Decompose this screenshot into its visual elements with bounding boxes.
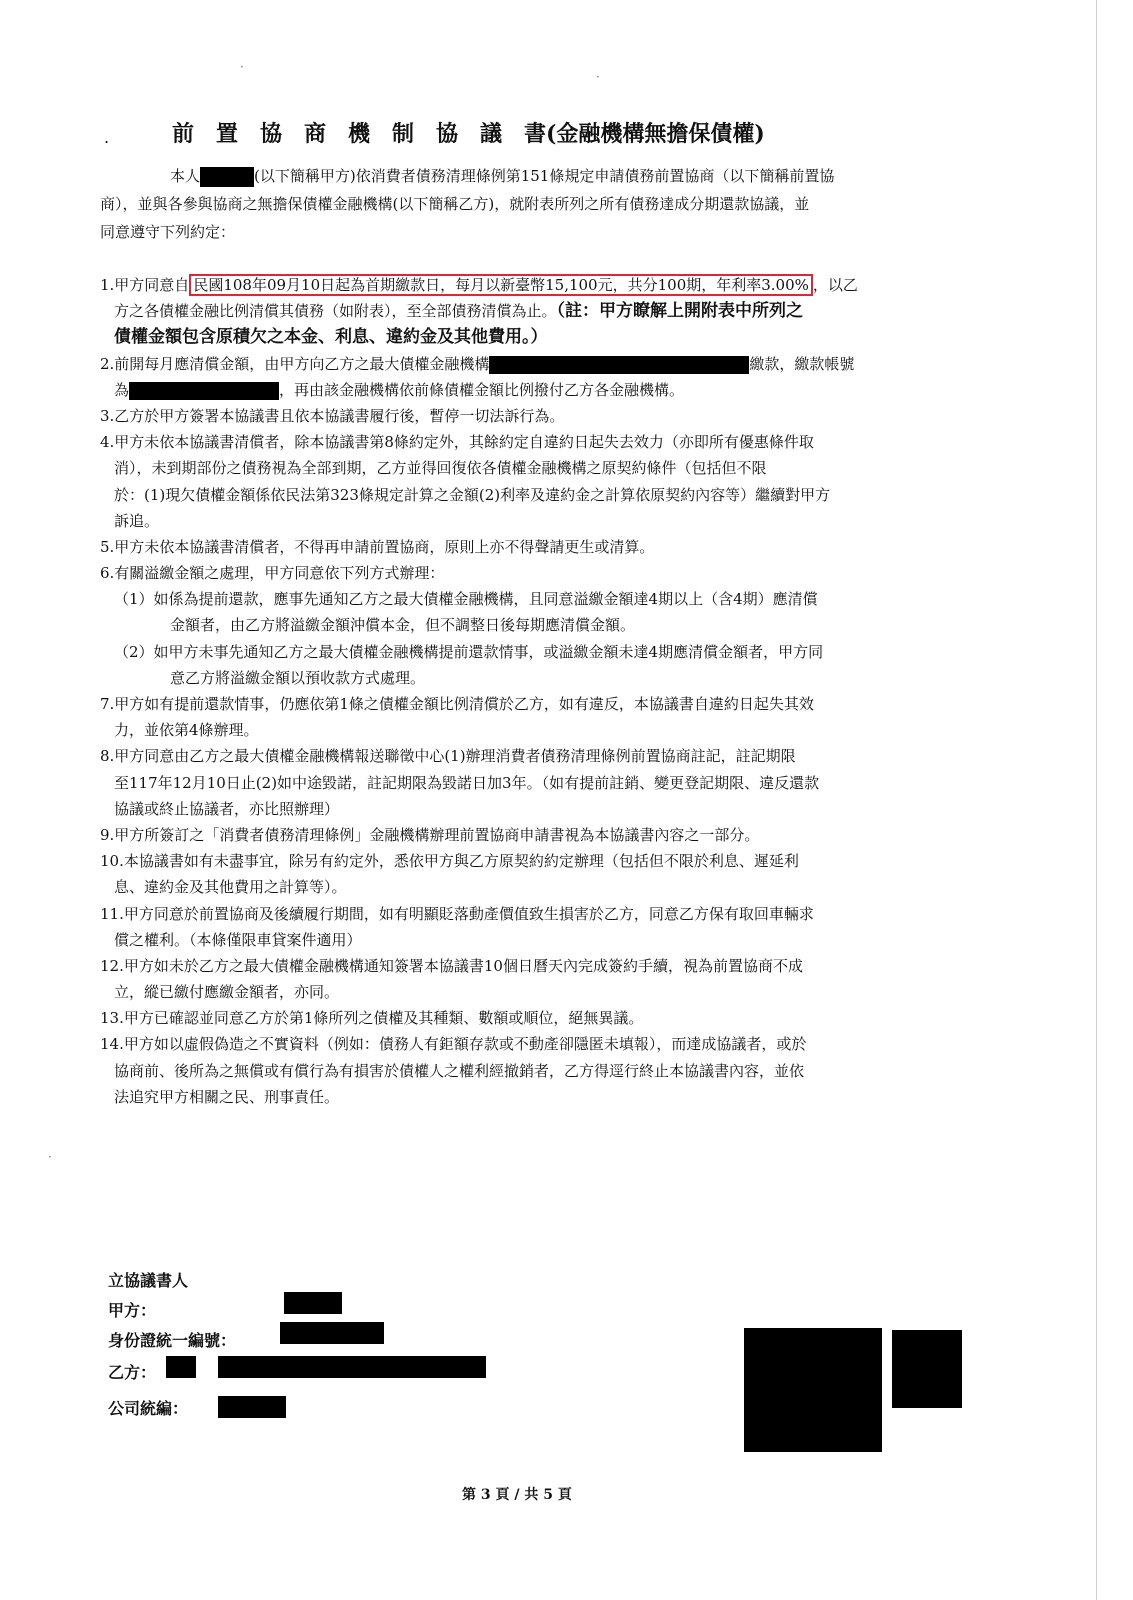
clause-text: 為 bbox=[114, 380, 130, 399]
highlighted-terms: 民國108年09月10日起為首期繳款日，每月以新臺幣15,100元，共分100期，年利率3.00% bbox=[189, 274, 813, 296]
intro-line bbox=[100, 162, 1020, 190]
clause-4: 4.甲方未依本協議書清償者，除本協議書第8條約定外，其餘約定自違約日起失去效力（亦即所有優惠條件取 bbox=[100, 433, 814, 452]
clause-6-2: （2）如甲方未事先通知乙方之最大債權金融機構提前還款情事，或溢繳金額未達4期應清償金額者，甲方同 bbox=[114, 642, 824, 661]
signatory-heading: 立協議書人 bbox=[108, 1271, 189, 1290]
clause-text: ，以乙 bbox=[812, 276, 858, 294]
document-title bbox=[172, 117, 952, 148]
clause-14-cont: 法追究甲方相關之民、刑事責任。 bbox=[114, 1087, 340, 1106]
redacted-party-b-short bbox=[166, 1356, 196, 1378]
clause-text: ，再由該金融機構依前條債權金額比例撥付乙方各金融機構。 bbox=[279, 380, 685, 399]
redacted-party-b bbox=[218, 1356, 486, 1378]
clause-8: 8.甲方同意由乙方之最大債權金融機構報送聯徵中心(1)辦理消費者債務清理條例前置協商註記，註記期限 bbox=[100, 747, 796, 766]
clause-5: 5.甲方未依本協議書清償者，不得再申請前置協商，原則上亦不得聲請更生或清算。 bbox=[100, 537, 655, 556]
clause-6-2-cont: 意乙方將溢繳金額以預收款方式處理。 bbox=[170, 668, 426, 687]
clause-3: 3.乙方於甲方簽署本協議書且依本協議書履行後，暫停一切法訴行為。 bbox=[100, 406, 565, 425]
clause-7-cont: 力，並依第4條辦理。 bbox=[114, 721, 259, 740]
party-b-label: 乙方： bbox=[108, 1363, 157, 1382]
clause-10-cont: 息、違約金及其他費用之計算等）。 bbox=[114, 878, 347, 897]
clause-4-cont: 於：(1)現欠債權金額係依民法第323條規定計算之金額(2)利率及違約金之計算依原契約內容等）繼續對甲方 bbox=[114, 485, 831, 504]
clause-11: 11.甲方同意於前置協商及後續履行期間，如有明顯貶落動產價值致生損害於乙方，同意乙方保有取回車輛求 bbox=[100, 904, 814, 923]
id-number-label: 身份證統一編號： bbox=[108, 1331, 237, 1350]
title-main: 前 置 協 商 機 制 協 議 書 bbox=[172, 121, 547, 147]
clause-text: 1.甲方同意自 bbox=[100, 276, 190, 294]
redacted-seal-small bbox=[892, 1330, 962, 1408]
redacted-name bbox=[200, 167, 254, 187]
clause-10: 10.本協議書如有未盡事宜，除另有約定外，悉依甲方與乙方原契約約定辦理（包括但不限於利息、遲延利 bbox=[100, 852, 799, 871]
clause-4-cont: 訴追。 bbox=[114, 511, 160, 530]
clause-7: 7.甲方如有提前還款情事，仍應依第1條之債權金額比例清償於乙方，如有違反，本協議書自違約日起失其效 bbox=[100, 695, 814, 713]
clause-1 bbox=[100, 272, 1020, 298]
clause-1-cont bbox=[100, 298, 1020, 324]
redacted-party-a bbox=[284, 1292, 342, 1314]
clause-11-cont: 償之權利。（本條僅限車貸案件適用） bbox=[114, 930, 362, 949]
clause-1-note: 債權金額包含原積欠之本金、利息、違約金及其他費用。） bbox=[114, 327, 548, 348]
clause-text: 繳款，繳款帳號 bbox=[749, 354, 855, 373]
scan-edge-line bbox=[1096, 0, 1097, 1600]
intro-text: 本人 bbox=[170, 167, 201, 185]
intro-line: 商），並與各參與協商之無擔保債權金融機構(以下簡稱乙方)，就附表所列之所有債務達成分期還款協議，並 bbox=[100, 195, 810, 213]
scan-speck: · bbox=[240, 60, 244, 74]
clause-14: 14.甲方如以虛假偽造之不實資料（例如：債務人有鉅額存款或不動產卻隱匿未填報），而達成協議者，或於 bbox=[100, 1035, 807, 1054]
clause-4-cont: 消），未到期部份之債務視為全部到期，乙方並得回復依各債權金融機構之原契約條件（包括但不限 bbox=[114, 459, 767, 478]
redacted-company-id bbox=[218, 1396, 286, 1418]
company-id-label: 公司統編： bbox=[108, 1399, 189, 1418]
clause-list bbox=[100, 272, 1020, 1110]
scan-speck: · bbox=[48, 1150, 52, 1164]
clause-2 bbox=[100, 351, 1020, 377]
clause-14-cont: 協商前、後所為之無償或有償行為有損害於債權人之權利經撤銷者，乙方得逕行終止本協議書內容，並依 bbox=[114, 1061, 805, 1080]
scan-speck: · bbox=[596, 70, 600, 84]
intro-line: 同意遵守下列約定： bbox=[100, 223, 236, 241]
title-paren: (金融機構無擔保債權) bbox=[546, 121, 765, 147]
clause-6: 6.有關溢繳金額之處理，甲方同意依下列方式辦理： bbox=[100, 564, 445, 583]
redacted-id-number bbox=[280, 1322, 384, 1344]
clause-6-1-cont: 金額者，由乙方將溢繳金額沖償本金，但不調整日後每期應清償金額。 bbox=[170, 616, 636, 635]
redacted-seal-large bbox=[744, 1328, 882, 1452]
clause-12-cont: 立，縱已繳付應繳金額者，亦同。 bbox=[114, 983, 340, 1002]
clause-9: 9.甲方所簽訂之「消費者債務清理條例」金融機構辦理前置協商申請書視為本協議書內容之一部分。 bbox=[100, 825, 760, 844]
clause-2-cont bbox=[100, 377, 1020, 403]
clause-text: 方之各債權金融比例清償其債務（如附表），至全部債務清償為止。 bbox=[114, 302, 557, 321]
intro-paragraph bbox=[100, 162, 1020, 246]
clause-note: （註：甲方瞭解上開附表中所列之 bbox=[556, 301, 804, 322]
clause-8-cont: 協議或終止協議者，亦比照辦理） bbox=[114, 799, 340, 818]
clause-8-cont: 至117年12月10日止(2)如中途毀諾，註記期限為毀諾日加3年。（如有提前註銷、變更登記期限、違反還款 bbox=[114, 773, 820, 792]
page-number: 第 3 頁 / 共 5 頁 bbox=[462, 1487, 572, 1503]
title-bullet: . bbox=[104, 128, 110, 147]
clause-text: 2.前開每月應清償金額，由甲方向乙方之最大債權金融機構 bbox=[100, 354, 490, 373]
clause-12: 12.甲方如未於乙方之最大債權金融機構通知簽署本協議書10個日曆天內完成簽約手續，視為前置協商不成 bbox=[100, 956, 803, 975]
clause-13: 13.甲方已確認並同意乙方於第1條所列之債權及其種類、數額或順位，絕無異議。 bbox=[100, 1009, 644, 1028]
redacted-bank bbox=[489, 356, 749, 374]
intro-text: (以下簡稱甲方)依消費者債務清理條例第151條規定申請債務前置協商（以下簡稱前置協 bbox=[254, 167, 835, 185]
redacted-account bbox=[129, 382, 279, 400]
clause-6-1: （1）如係為提前還款，應事先通知乙方之最大債權金融機構，且同意溢繳金額達4期以上（含4期）應清償 bbox=[114, 590, 818, 609]
party-a-label: 甲方： bbox=[108, 1301, 157, 1320]
